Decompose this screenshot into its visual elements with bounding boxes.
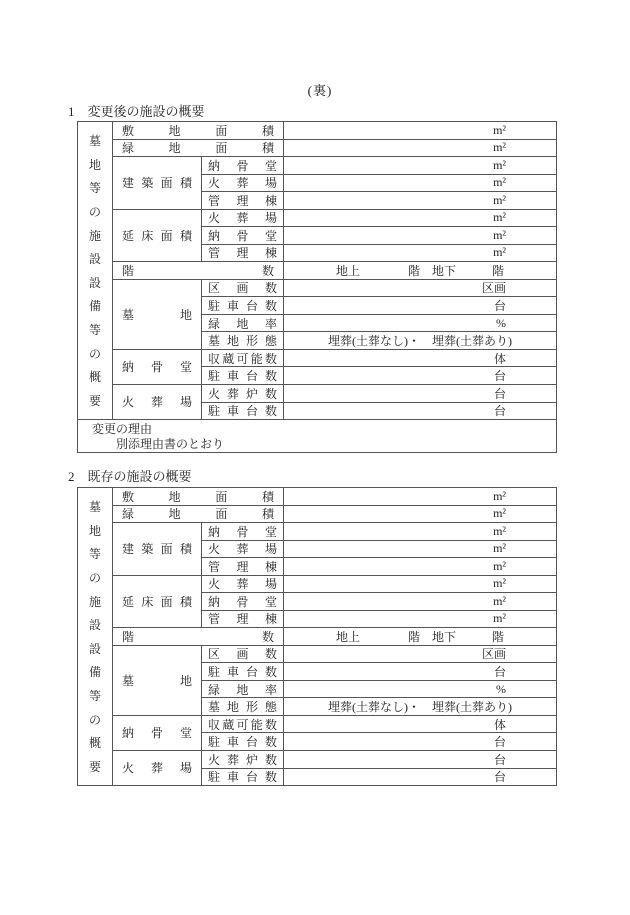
green-area-label: 緑 地 面 積 (122, 141, 274, 156)
building-crematory-label-cell (202, 540, 284, 558)
floorarea-crematory-label-cell (202, 575, 284, 593)
sub-label: 墓 地 形 態 (208, 700, 277, 715)
table-side-heading-cell (78, 488, 113, 786)
sub-label: 駐 車 台 数 (208, 299, 277, 314)
building-crematory-value-cell (284, 174, 557, 192)
building-admin-value-cell (284, 192, 557, 210)
floor-count-value: 地上 階 地下 階 (335, 629, 504, 644)
unit-label: m² (493, 488, 506, 503)
crematory-furnaces-label-cell (202, 384, 284, 402)
sub-label: 火 葬 場 (208, 211, 277, 226)
row-floor-count (78, 262, 557, 280)
floor-area-group-cell (113, 575, 202, 628)
row-green-area (78, 505, 557, 523)
row-cemetery-plots (78, 279, 557, 297)
facility-table-existing (77, 487, 557, 786)
sub-label: 区 画 数 (208, 281, 277, 296)
sub-label: 駐 車 台 数 (208, 770, 277, 785)
unit-label: m² (493, 611, 506, 626)
ossuary-capacity-value-cell (284, 349, 557, 367)
unit-label: % (496, 315, 506, 330)
floor-count-label-cell (113, 628, 284, 646)
row-green-area (78, 139, 557, 157)
unit-label: 台 (493, 369, 506, 384)
ossuary-parking-label-cell (202, 367, 284, 385)
row-ossuary-capacity (78, 349, 557, 367)
cemetery-type-label-cell (202, 698, 284, 716)
unit-label: m² (493, 523, 506, 538)
sub-label: 火 葬 炉 数 (208, 752, 277, 767)
cemetery-plots-label-cell (202, 645, 284, 663)
row-cemetery-plots (78, 645, 557, 663)
unit-label: 台 (493, 752, 506, 767)
unit-label: m² (493, 593, 506, 608)
sub-label: 納 骨 堂 (208, 524, 277, 539)
building-ossuary-value-cell (284, 157, 557, 175)
floorarea-ossuary-value-cell (284, 227, 557, 245)
green-area-label-cell (113, 139, 284, 157)
unit-label: 体 (493, 717, 506, 732)
row-site-area (78, 122, 557, 140)
row-crematory-furnaces (78, 750, 557, 768)
sub-label: 収 蔵 可 能 数 (208, 717, 277, 732)
sub-label: 墓 地 形 態 (208, 334, 277, 349)
building-area-group-label: 建 築 面 積 (122, 176, 192, 191)
crematory-group-label: 火 葬 場 (122, 761, 192, 776)
row-change-reason (78, 420, 557, 453)
cemetery-group-cell (113, 645, 202, 715)
cemetery-parking-label-cell (202, 297, 284, 315)
ossuary-group-label: 納 骨 堂 (122, 360, 192, 375)
building-area-group-cell (113, 523, 202, 576)
floorarea-crematory-value-cell (284, 575, 557, 593)
ossuary-capacity-label-cell (202, 715, 284, 733)
floorarea-admin-label-cell (202, 244, 284, 262)
green-area-value-cell (284, 139, 557, 157)
unit-label: 区画 (481, 647, 506, 662)
section2-heading (68, 466, 192, 485)
ossuary-parking-label-cell (202, 733, 284, 751)
floorarea-ossuary-value-cell (284, 593, 557, 611)
section2-title: 既存の施設の概要 (87, 469, 192, 484)
unit-label: m² (493, 192, 506, 207)
cemetery-plots-value-cell (284, 645, 557, 663)
site-area-label: 敷 地 面 積 (122, 489, 274, 504)
building-ossuary-label-cell (202, 523, 284, 541)
cemetery-plots-value-cell (284, 279, 557, 297)
side-heading-text: 墓 地 等 の 施 設 設 備 等 の 概 要 (88, 500, 101, 774)
unit-label: 台 (493, 299, 506, 314)
change-reason-cell (78, 420, 557, 453)
building-area-group-cell (113, 157, 202, 210)
floor-count-value-cell (284, 262, 557, 280)
sub-label: 火 葬 場 (208, 176, 277, 191)
unit-label: m² (493, 175, 506, 190)
floorarea-admin-value-cell (284, 244, 557, 262)
unit-label: m² (493, 558, 506, 573)
sub-label: 火 葬 場 (208, 577, 277, 592)
row-floorarea-crematory (78, 209, 557, 227)
change-reason-body: 別添理由書のとおり (116, 437, 225, 451)
cemetery-green-ratio-label-cell (202, 680, 284, 698)
building-area-group-label: 建 築 面 積 (122, 542, 192, 557)
sub-label: 管 理 棟 (208, 193, 277, 208)
row-floorarea-crematory (78, 575, 557, 593)
floorarea-ossuary-label-cell (202, 593, 284, 611)
sub-label: 緑 地 率 (208, 316, 277, 331)
ossuary-group-cell (113, 349, 202, 384)
floor-area-group-label: 延 床 面 積 (122, 228, 192, 243)
floorarea-crematory-value-cell (284, 209, 557, 227)
site-area-label-cell (113, 122, 284, 140)
cemetery-type-label-cell (202, 332, 284, 350)
unit-label: m² (493, 210, 506, 225)
section1-title: 変更後の施設の概要 (87, 104, 205, 119)
building-crematory-value-cell (284, 540, 557, 558)
crematory-parking-label-cell (202, 768, 284, 786)
sub-label: 緑 地 率 (208, 682, 277, 697)
site-area-label: 敷 地 面 積 (122, 123, 274, 138)
sub-label: 火 葬 炉 数 (208, 386, 277, 401)
cemetery-plots-label-cell (202, 279, 284, 297)
unit-label: m² (493, 245, 506, 260)
ossuary-parking-value-cell (284, 733, 557, 751)
row-site-area (78, 488, 557, 506)
sub-label: 火 葬 場 (208, 542, 277, 557)
cemetery-green-ratio-value-cell (284, 680, 557, 698)
unit-label: m² (493, 157, 506, 172)
sub-label: 管 理 棟 (208, 559, 277, 574)
change-reason-label: 変更の理由 (92, 422, 153, 436)
ossuary-capacity-label-cell (202, 349, 284, 367)
building-admin-value-cell (284, 558, 557, 576)
crematory-group-cell (113, 750, 202, 785)
section1-heading (68, 101, 205, 120)
side-heading-text: 墓 地 等 の 施 設 設 備 等 の 概 要 (88, 134, 101, 408)
sub-label: 駐 車 台 数 (208, 404, 277, 419)
floorarea-admin-label-cell (202, 610, 284, 628)
cemetery-type-options: 埋葬(土葬なし)・ 埋葬(土葬あり) (328, 700, 512, 715)
sub-label: 区 画 数 (208, 647, 277, 662)
cemetery-parking-value-cell (284, 297, 557, 315)
unit-label: 台 (493, 735, 506, 750)
sub-label: 駐 車 台 数 (208, 735, 277, 750)
sub-label: 収 蔵 可 能 数 (208, 351, 277, 366)
unit-label: m² (493, 140, 506, 155)
crematory-parking-label-cell (202, 402, 284, 420)
cemetery-type-value-cell (284, 698, 557, 716)
unit-label: m² (493, 576, 506, 591)
table-side-heading-cell (78, 122, 113, 420)
sub-label: 納 骨 堂 (208, 594, 277, 609)
unit-label: % (496, 681, 506, 696)
section1-number: 1 (68, 104, 75, 119)
unit-label: m² (493, 122, 506, 137)
building-ossuary-label-cell (202, 157, 284, 175)
crematory-furnaces-label-cell (202, 750, 284, 768)
ossuary-capacity-value-cell (284, 715, 557, 733)
building-ossuary-value-cell (284, 523, 557, 541)
unit-label: m² (493, 227, 506, 242)
unit-label: 台 (493, 386, 506, 401)
crematory-group-label: 火 葬 場 (122, 395, 192, 410)
cemetery-green-ratio-label-cell (202, 314, 284, 332)
green-area-label: 緑 地 面 積 (122, 507, 274, 522)
row-building-ossuary (78, 157, 557, 175)
crematory-group-cell (113, 384, 202, 419)
sub-label: 管 理 棟 (208, 246, 277, 261)
floor-area-group-cell (113, 209, 202, 262)
cemetery-parking-value-cell (284, 663, 557, 681)
sub-label: 管 理 棟 (208, 612, 277, 627)
facility-table-after-change (77, 121, 557, 453)
ossuary-parking-value-cell (284, 367, 557, 385)
floor-count-label: 階 数 (122, 629, 274, 644)
sub-label: 納 骨 堂 (208, 158, 277, 173)
unit-label: 体 (493, 351, 506, 366)
unit-label: m² (493, 541, 506, 556)
floorarea-crematory-label-cell (202, 209, 284, 227)
crematory-furnaces-value-cell (284, 384, 557, 402)
building-admin-label-cell (202, 558, 284, 576)
site-area-label-cell (113, 488, 284, 506)
site-area-value-cell (284, 122, 557, 140)
floor-count-value-cell (284, 628, 557, 646)
crematory-parking-value-cell (284, 768, 557, 786)
crematory-parking-value-cell (284, 402, 557, 420)
green-area-value-cell (284, 505, 557, 523)
building-crematory-label-cell (202, 174, 284, 192)
unit-label: 区画 (481, 281, 506, 296)
cemetery-type-options: 埋葬(土葬なし)・ 埋葬(土葬あり) (328, 334, 512, 349)
building-admin-label-cell (202, 192, 284, 210)
unit-label: m² (493, 506, 506, 521)
cemetery-group-label: 墓 地 (122, 673, 192, 688)
site-area-value-cell (284, 488, 557, 506)
sub-label: 駐 車 台 数 (208, 665, 277, 680)
floorarea-admin-value-cell (284, 610, 557, 628)
row-floor-count (78, 628, 557, 646)
row-ossuary-capacity (78, 715, 557, 733)
sub-label: 駐 車 台 数 (208, 369, 277, 384)
ossuary-group-label: 納 骨 堂 (122, 726, 192, 741)
back-side-label: (裏) (307, 83, 333, 98)
floor-area-group-label: 延 床 面 積 (122, 594, 192, 609)
cemetery-group-label: 墓 地 (122, 307, 192, 322)
unit-label: 台 (493, 665, 506, 680)
row-crematory-furnaces (78, 384, 557, 402)
floorarea-ossuary-label-cell (202, 227, 284, 245)
cemetery-group-cell (113, 279, 202, 349)
cemetery-parking-label-cell (202, 663, 284, 681)
crematory-furnaces-value-cell (284, 750, 557, 768)
cemetery-green-ratio-value-cell (284, 314, 557, 332)
sub-label: 納 骨 堂 (208, 228, 277, 243)
green-area-label-cell (113, 505, 284, 523)
floor-count-label-cell (113, 262, 284, 280)
cemetery-type-value-cell (284, 332, 557, 350)
ossuary-group-cell (113, 715, 202, 750)
unit-label: 台 (493, 404, 506, 419)
section2-number: 2 (68, 469, 75, 484)
floor-count-value: 地上 階 地下 階 (335, 263, 504, 278)
floor-count-label: 階 数 (122, 263, 274, 278)
unit-label: 台 (493, 770, 506, 785)
row-building-ossuary (78, 523, 557, 541)
